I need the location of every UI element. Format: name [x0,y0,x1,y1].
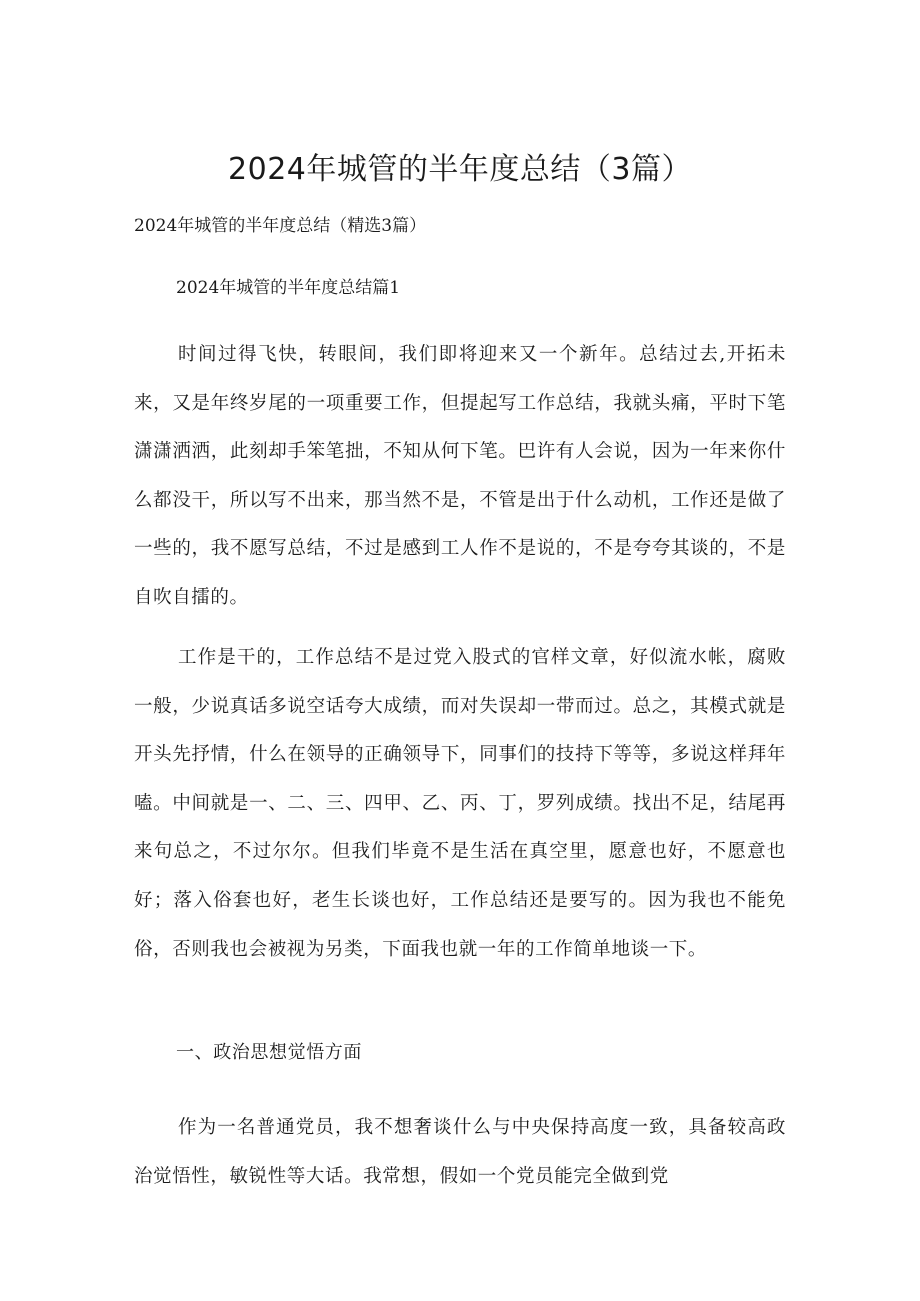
paragraph-1: 时间过得飞快，转眼间，我们即将迎来又一个新年。总结过去,开拓未来，又是年终岁尾的一项重要工作，但提起写工作总结，我就头痛，平时下笔潇潇洒洒，此刻却手笨笔拙，不知从何下笔。巴许有人会说，因为一年来你什么都没干，所以写不出来，那当然不是，不管是出于什么动机，工作还是做了一些的，我不愿写总结，不过是感到工人作不是说的，不是夸夸其谈的，不是自吹自擂的。 [134,344,786,608]
section-paragraph: 作为一名普通党员，我不想奢谈什么与中央保持高度一致，具备较高政治觉悟性，敏锐性等大话。我常想，假如一个党员能完全做到党 [134,1117,786,1187]
paragraph-2: 工作是干的，工作总结不是过党入股式的官样文章，好似流水帐，腐败一般，少说真话多说空话夸大成绩，而对失误却一带而过。总之，其模式就是开头先抒情，什么在领导的正确领导下，同事们的技持下等等，多说这样拜年嗑。中间就是一、二、三、四甲、乙、丙、丁，罗列成绩。找出不足，结尾再来句总之，不过尔尔。但我们毕竟不是生活在真空里，愿意也好，不愿意也好；落入俗套也好，老生长谈也好，工作总结还是要写的。因为我也不能免俗，否则我也会被视为另类，下面我也就一年的工作简单地谈一下。 [134,647,786,960]
document-subtitle: 2024年城管的半年度总结（精选3篇） [134,216,427,236]
part-heading: 2024年城管的半年度总结篇1 [176,278,401,298]
section-heading-politics: 一、政治思想觉悟方面 [176,1042,362,1063]
document-title: 2024年城管的半年度总结（3篇） [228,152,692,187]
